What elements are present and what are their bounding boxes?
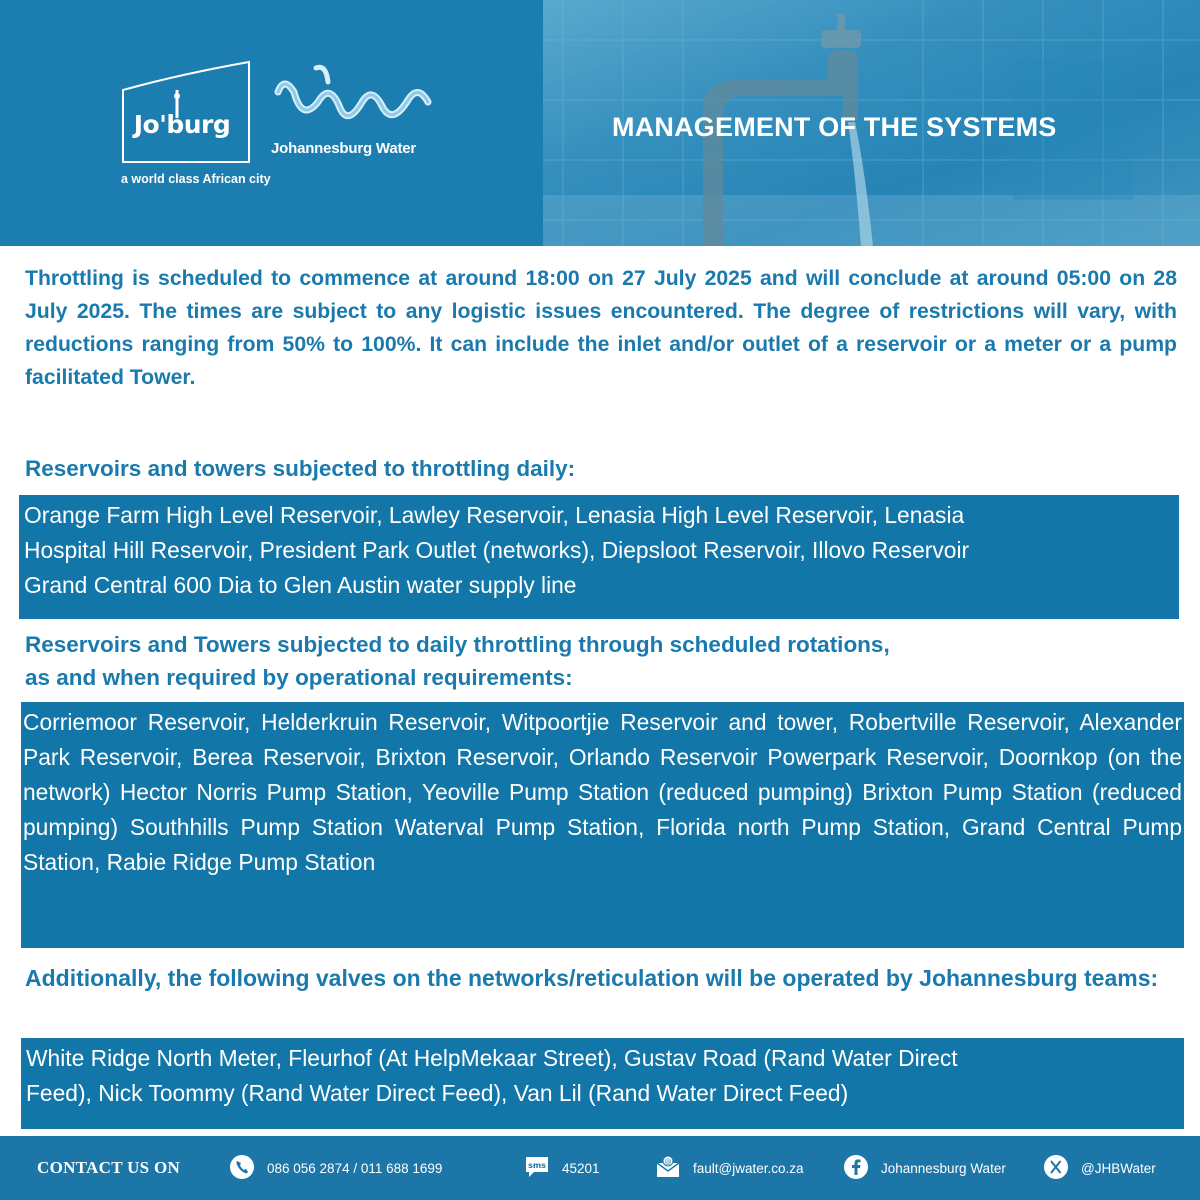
daily-line-3: Grand Central 600 Dia to Glen Austin water supply line — [24, 572, 577, 598]
daily-line-2: Hospital Hill Reservoir, President Park Outlet (networks), Diepsloot Reservoir, Illovo Reservoir — [24, 537, 970, 563]
joburg-logo — [121, 60, 253, 164]
sms-icon-label: sms — [528, 1160, 546, 1170]
joburg-tagline: a world class African city — [121, 172, 271, 186]
rotation-box — [21, 702, 1184, 948]
valves-box — [21, 1038, 1184, 1129]
valves-line-1: White Ridge North Meter, Fleurhof (At HelpMekaar Street), Gustav Road (Rand Water Direct — [26, 1045, 958, 1071]
x-handle: @JHBWater — [1081, 1160, 1156, 1176]
phone-number: 086 056 2874 / 011 688 1699 — [267, 1160, 443, 1176]
facebook-name: Johannesburg Water — [881, 1160, 1006, 1176]
header-banner — [0, 0, 1200, 246]
intro-paragraph: Throttling is scheduled to commence at around 18:00 on 27 July 2025 and will conclude at around 05:00 on 28 July 2025. The times are subject to any logistic issues encountered. The degree of restrictions will vary, with reductions ranging from 50% to 100%. It can include the inlet and/or outlet of a reservoir or a meter or a pump facilitated Tower. — [25, 267, 1177, 389]
page-title: MANAGEMENT OF THE SYSTEMS — [612, 112, 1057, 142]
email-contact[interactable] — [655, 1136, 804, 1200]
contact-footer — [0, 1136, 1200, 1200]
facebook-icon — [843, 1154, 869, 1183]
contact-label: CONTACT US ON — [37, 1158, 181, 1177]
daily-throttling-box — [19, 495, 1179, 619]
rotation-list: Corriemoor Reservoir, Helderkruin Reservoir, Witpoortjie Reservoir and tower, Robertville Reservoir, Alexander Park Reservoir, Berea Reservoir, Brixton Reservoir, Orlando Reservoir Powerpark Reservoir, Doornkop (on the network) Hector Norris Pump Station, Yeoville Pump Station (reduced pumping) Brixton Pump Station (reduced pumping) Southhills Pump Station Waterval Pump Station, Florida north Pump Station, Grand Central Pump Station, Rabie Ridge Pump Station — [23, 709, 1182, 875]
email-icon — [655, 1155, 681, 1182]
daily-line-1: Orange Farm High Level Reservoir, Lawley Reservoir, Lenasia High Level Reservoir, Lenasia — [24, 502, 965, 528]
phone-contact[interactable] — [229, 1136, 442, 1200]
sms-icon — [524, 1155, 550, 1182]
x-icon — [1043, 1154, 1069, 1183]
sms-number: 45201 — [562, 1160, 600, 1176]
valves-title: Additionally, the following valves on the networks/reticulation will be operated by Johannesburg teams: — [25, 965, 1159, 991]
joburg-logo-text: Jo'burg — [133, 110, 231, 139]
phone-icon — [229, 1154, 255, 1183]
valves-line-2: Feed), Nick Toommy (Rand Water Direct Feed), Van Lil (Rand Water Direct Feed) — [26, 1080, 849, 1106]
daily-throttling-title: Reservoirs and towers subjected to throttling daily: — [25, 456, 576, 481]
email-address: fault@jwater.co.za — [693, 1160, 804, 1176]
johannesburg-water-name: Johannesburg Water — [271, 140, 417, 157]
rotation-title-line-2: as and when required by operational requirements: — [25, 665, 573, 690]
x-contact[interactable] — [1043, 1136, 1156, 1200]
rotation-title-line-1: Reservoirs and Towers subjected to daily throttling through scheduled rotations, — [25, 632, 890, 657]
facebook-contact[interactable] — [843, 1136, 1006, 1200]
sms-contact[interactable] — [524, 1136, 600, 1200]
svg-text:@: @ — [664, 1157, 672, 1166]
